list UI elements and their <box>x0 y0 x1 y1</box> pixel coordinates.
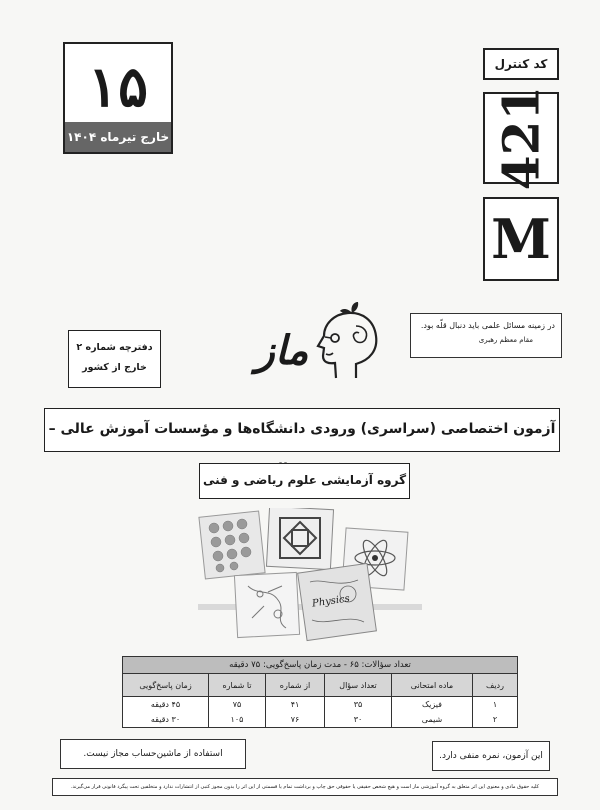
cell-from-number: ۷۶ <box>266 712 325 728</box>
booklet-number-box <box>63 42 173 154</box>
cell-answer-time: ۳۰ دقیقه <box>123 712 209 728</box>
header-to-number: تا شماره <box>209 674 266 697</box>
cell-row-number: ۱ <box>473 697 518 713</box>
maz-logo <box>238 300 388 390</box>
header-answer-time: زمان پاسخ‌گویی <box>123 674 209 697</box>
cell-question-count: ۳۰ <box>325 712 392 728</box>
exam-info-table <box>122 656 518 728</box>
biology-sketch-image <box>234 572 299 637</box>
cell-row-number: ۲ <box>473 712 518 728</box>
table-row <box>123 697 518 713</box>
control-code-label: کد کنترل <box>483 48 559 80</box>
control-code-digits: 421 <box>491 85 551 191</box>
exam-group-title: گروه آزمایشی علوم ریاضی و فنی <box>199 463 410 499</box>
quote-box <box>410 313 562 358</box>
quote-text: در زمینه مسائل علمی باید دنبال قلّه بود. <box>420 321 555 330</box>
booklet-number: ۱۵ <box>87 54 149 120</box>
calculator-note: استفاده از ماشین‌حساب مجاز نیست. <box>60 739 246 769</box>
exam-edition-band: خارج تیرماه ۱۴۰۴ <box>65 122 171 152</box>
booklet-info-line2: خارج از کشور <box>82 362 147 373</box>
header-row-number: ردیف <box>473 674 518 697</box>
control-code-digits-box <box>483 85 559 191</box>
table-header-row <box>123 674 518 697</box>
table-row <box>123 712 518 728</box>
cell-to-number: ۷۵ <box>209 697 266 713</box>
cell-subject: فیزیک <box>392 697 473 713</box>
science-collage <box>198 508 422 643</box>
exam-title: آزمون اختصاصی (سراسری) ورودی دانشگاه‌ها و مؤسسات آموزش عالی – <box>44 408 560 452</box>
molecule-image <box>199 511 265 579</box>
subjects-table <box>122 673 518 728</box>
cell-subject: شیمی <box>392 712 473 728</box>
header-subject: ماده امتحانی <box>392 674 473 697</box>
header-question-count: تعداد سؤال <box>325 674 392 697</box>
cell-answer-time: ۴۵ دقیقه <box>123 697 209 713</box>
header-from-number: از شماره <box>266 674 325 697</box>
logo-wordmark: ماز <box>255 328 309 374</box>
negative-marking-note: این آزمون، نمره منفی دارد. <box>432 741 550 771</box>
geometric-pattern-image <box>266 508 333 570</box>
cell-from-number: ۴۱ <box>266 697 325 713</box>
booklet-info-line1: دفترچه شماره ۲ <box>76 342 153 353</box>
cell-to-number: ۱۰۵ <box>209 712 266 728</box>
quote-attribution: مقام معظم رهبری <box>478 336 533 344</box>
exam-summary: تعداد سؤالات: ۶۵ - مدت زمان پاسخ‌گویی: ۷۵ دقیقه <box>122 656 518 673</box>
control-code-letter: M <box>483 197 559 281</box>
physics-label: Physics <box>311 593 351 610</box>
copyright-notice: کلیه حقوق مادی و معنوی این اثر متعلق به گروه آموزشی ماز است و هیچ شخص حقیقی یا حقوقی حق چاپ و برداشت تمام یا قسمتی از این اثر را بدون مجوز کتبی از انتشارات ندارد و متخلفین تحت پیگرد قانونی قرار می‌گیرند. <box>52 778 558 796</box>
cell-question-count: ۳۵ <box>325 697 392 713</box>
booklet-info-box <box>68 330 161 388</box>
